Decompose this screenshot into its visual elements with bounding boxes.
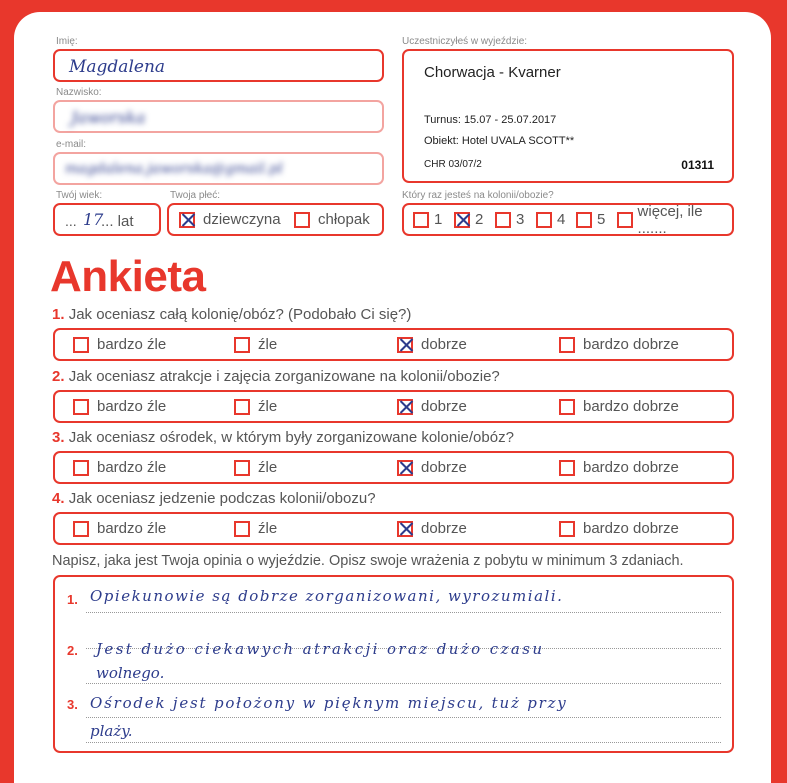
question-1-options [53, 328, 734, 361]
opinion-line-number-1: 1. [67, 592, 78, 607]
checkbox[interactable] [73, 460, 89, 476]
q4-option-very-good[interactable]: bardzo dobrze [559, 514, 679, 543]
visits-field [402, 203, 734, 236]
q1-option-bad[interactable]: źle [234, 330, 277, 359]
visits-option-4[interactable]: 4 [536, 205, 565, 234]
opinion-answer-line-1: Opiekunowie są dobrze zorganizowani, wyrozumiali. [90, 587, 564, 605]
q3-option-very-good[interactable]: bardzo dobrze [559, 453, 679, 482]
checkbox-checked[interactable] [397, 460, 413, 476]
checkbox[interactable] [73, 399, 89, 415]
checkbox[interactable] [234, 337, 250, 353]
checkbox[interactable] [536, 212, 552, 228]
q1-option-good[interactable]: dobrze [397, 330, 467, 359]
visits-label: Który raz jesteś na kolonii/obozie? [402, 190, 554, 201]
checkbox[interactable] [234, 521, 250, 537]
surname-field[interactable] [53, 100, 384, 133]
q1-option-very-good[interactable]: bardzo dobrze [559, 330, 679, 359]
opinion-answer-line-5: plaży. [90, 722, 133, 740]
q4-option-very-bad[interactable]: bardzo źle [73, 514, 166, 543]
age-field[interactable] [53, 203, 161, 236]
writing-line [86, 612, 721, 613]
q2-option-very-bad[interactable]: bardzo źle [73, 392, 166, 421]
name-field[interactable] [53, 49, 384, 82]
question-4: 4. Jak oceniasz jedzenie podczas kolonii/obozu? [52, 490, 376, 507]
writing-line [86, 683, 721, 684]
q3-option-bad[interactable]: źle [234, 453, 277, 482]
checkbox[interactable] [73, 337, 89, 353]
q3-option-very-bad[interactable]: bardzo źle [73, 453, 166, 482]
gender-option-boy[interactable]: chłopak [294, 205, 370, 234]
checkbox-checked[interactable] [397, 521, 413, 537]
name-value: Magdalena [69, 57, 166, 77]
gender-option-girl[interactable]: dziewczyna [179, 205, 281, 234]
trip-label: Uczestniczyłeś w wyjeździe: [402, 36, 528, 47]
checkbox[interactable] [559, 399, 575, 415]
checkbox[interactable] [559, 521, 575, 537]
visits-option-2[interactable]: 2 [454, 205, 483, 234]
q3-option-good[interactable]: dobrze [397, 453, 467, 482]
checkbox[interactable] [73, 521, 89, 537]
checkbox[interactable] [234, 399, 250, 415]
question-3-options [53, 451, 734, 484]
question-3: 3. Jak oceniasz ośrodek, w którym były zorganizowane kolonie/obóz? [52, 429, 514, 446]
trip-destination: Chorwacja - Kvarner [424, 64, 561, 81]
question-2: 2. Jak oceniasz atrakcje i zajęcia zorganizowane na kolonii/obozie? [52, 368, 500, 385]
visits-option-3[interactable]: 3 [495, 205, 524, 234]
checkbox[interactable] [559, 460, 575, 476]
q2-option-good[interactable]: dobrze [397, 392, 467, 421]
checkbox-checked[interactable] [454, 212, 470, 228]
email-field[interactable] [53, 152, 384, 185]
visits-option-5[interactable]: 5 [576, 205, 605, 234]
checkbox[interactable] [234, 460, 250, 476]
checkbox-checked[interactable] [179, 212, 195, 228]
q4-option-bad[interactable]: źle [234, 514, 277, 543]
name-label: Imię: [56, 36, 78, 47]
gender-label: Twoja płeć: [170, 190, 221, 201]
gender-field [167, 203, 384, 236]
checkbox[interactable] [495, 212, 511, 228]
visits-option-more[interactable]: więcej, ile ....... [617, 205, 732, 234]
email-value: magdalena.jaworska@gmail.pl [65, 161, 283, 177]
checkbox[interactable] [576, 212, 592, 228]
surname-label: Nazwisko: [56, 87, 102, 98]
checkbox[interactable] [294, 212, 310, 228]
survey-title: Ankieta [50, 252, 206, 301]
visits-option-1[interactable]: 1 [413, 205, 442, 234]
surname-value: Jaworska [71, 108, 146, 127]
age-label: Twój wiek: [56, 190, 103, 201]
trip-obiekt: Obiekt: Hotel UVALA SCOTT** [424, 135, 575, 147]
trip-turnus: Turnus: 15.07 - 25.07.2017 [424, 114, 557, 126]
checkbox[interactable] [559, 337, 575, 353]
q1-option-very-bad[interactable]: bardzo źle [73, 330, 166, 359]
writing-line [86, 742, 721, 743]
trip-code: CHR 03/07/2 [424, 159, 482, 170]
email-label: e-mail: [56, 139, 87, 150]
trip-number: 01311 [681, 158, 714, 172]
age-suffix: ... lat [101, 213, 134, 230]
trip-box [402, 49, 734, 183]
question-2-options [53, 390, 734, 423]
checkbox-checked[interactable] [397, 399, 413, 415]
checkbox[interactable] [617, 212, 633, 228]
q2-option-very-good[interactable]: bardzo dobrze [559, 392, 679, 421]
question-1: 1. Jak oceniasz całą kolonię/obóz? (Podobało Ci się?) [52, 306, 412, 323]
opinion-answer-line-4: Ośrodek jest położony w pięknym miejscu, tuż przy [90, 694, 568, 712]
q4-option-good[interactable]: dobrze [397, 514, 467, 543]
opinion-line-number-2: 2. [67, 643, 78, 658]
opinion-line-number-3: 3. [67, 697, 78, 712]
opinion-answer-line-3: wolnego. [96, 664, 165, 682]
checkbox-checked[interactable] [397, 337, 413, 353]
writing-line [86, 717, 721, 718]
question-4-options [53, 512, 734, 545]
q2-option-bad[interactable]: źle [234, 392, 277, 421]
age-value: 17 [83, 210, 104, 229]
opinion-prompt: Napisz, jaka jest Twoja opinia o wyjeździe. Opisz swoje wrażenia z pobytu w minimum 3 zdaniach. [52, 553, 684, 569]
checkbox[interactable] [413, 212, 429, 228]
age-prefix: ... [65, 213, 77, 229]
opinion-answer-line-2: Jest dużo ciekawych atrakcji oraz dużo czasu [96, 640, 545, 658]
